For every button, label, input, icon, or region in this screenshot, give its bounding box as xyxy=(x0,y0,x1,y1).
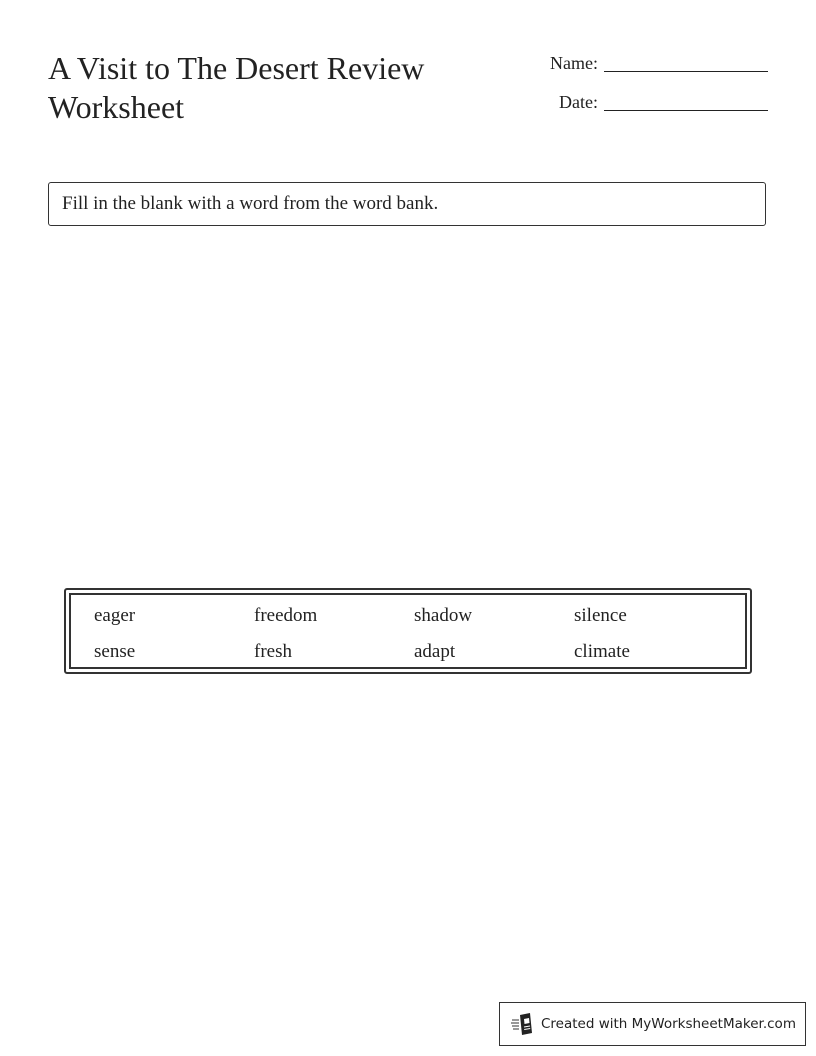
name-field xyxy=(538,53,768,73)
word-bank-item: sense xyxy=(94,641,136,662)
word-bank-item: silence xyxy=(574,605,627,626)
name-label: Name: xyxy=(550,53,598,73)
word-bank-item: adapt xyxy=(414,641,456,662)
word-bank-inner xyxy=(69,593,747,669)
word-bank xyxy=(64,588,752,674)
date-field xyxy=(538,92,768,112)
instructions-box xyxy=(48,182,766,226)
word-bank-item: freedom xyxy=(254,605,318,626)
footer-credit-badge[interactable] xyxy=(499,1002,806,1046)
instructions-text: Fill in the blank with a word from the word bank. xyxy=(62,193,439,214)
footer-credit-text: Created with MyWorksheetMaker.com xyxy=(541,1016,796,1032)
word-bank-item: eager xyxy=(94,605,136,626)
worksheet-title: A Visit to The Desert Review Worksheet xyxy=(48,50,425,125)
worksheet-maker-logo-icon xyxy=(510,1011,536,1037)
date-label: Date: xyxy=(559,92,598,112)
word-bank-item: shadow xyxy=(414,605,473,626)
name-blank-line[interactable] xyxy=(604,71,768,72)
word-bank-item: climate xyxy=(574,641,630,662)
date-blank-line[interactable] xyxy=(604,110,768,111)
word-bank-item: fresh xyxy=(254,641,292,662)
